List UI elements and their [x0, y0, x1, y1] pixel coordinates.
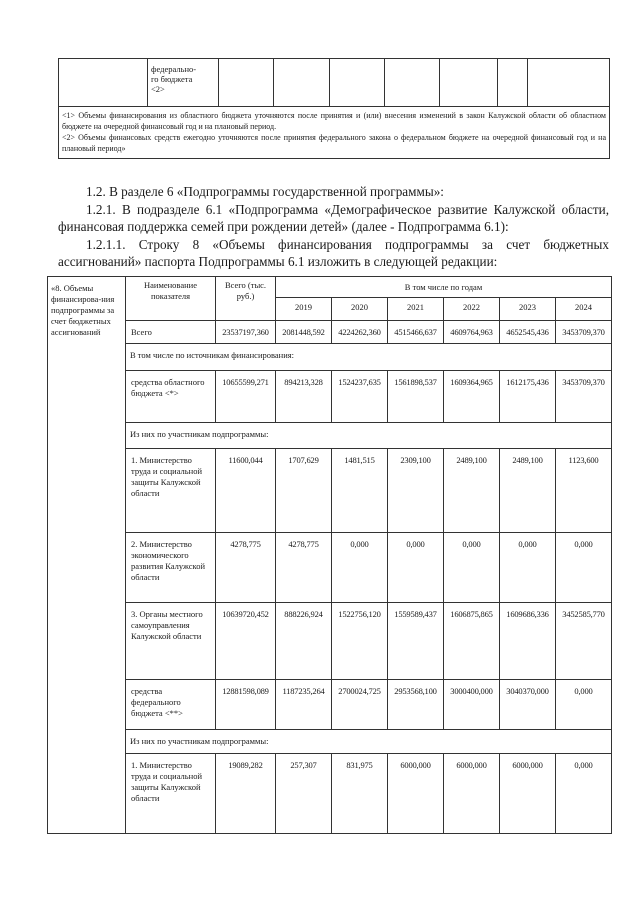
- top-table-row: [59, 59, 610, 107]
- year-value-cell: 2700024,725: [332, 680, 388, 730]
- year-value-cell: 3000400,000: [444, 680, 500, 730]
- total-cell: 4278,775: [216, 533, 276, 603]
- footnotes-cell: [59, 107, 610, 159]
- year-header: 2023: [500, 298, 556, 321]
- row-name-cell: 1. Министерство труда и социальной защиты Калужской области: [126, 754, 216, 834]
- table-row: [48, 344, 612, 371]
- year-value-cell: 3453709,370: [556, 321, 612, 344]
- table-row: [48, 730, 612, 754]
- year-value-cell: 0,000: [444, 533, 500, 603]
- year-value-cell: 2081448,592: [276, 321, 332, 344]
- year-value-cell: 4652545,436: [500, 321, 556, 344]
- label-line: <2>: [151, 84, 165, 94]
- top-empty-cell: [440, 59, 498, 107]
- top-empty-cell: [219, 59, 274, 107]
- total-cell: 12881598,089: [216, 680, 276, 730]
- year-value-cell: 1481,515: [332, 449, 388, 533]
- year-header: 2022: [444, 298, 500, 321]
- year-value-cell: 1612175,436: [500, 371, 556, 423]
- top-empty-cell: [330, 59, 385, 107]
- year-value-cell: 1609686,336: [500, 603, 556, 680]
- year-value-cell: 0,000: [556, 680, 612, 730]
- table-row: [48, 423, 612, 449]
- row-name-cell: 3. Органы местного самоуправления Калужской области: [126, 603, 216, 680]
- year-value-cell: 1187235,264: [276, 680, 332, 730]
- section-header-cell: Из них по участникам подпрограммы:: [126, 730, 612, 754]
- year-value-cell: 2309,100: [388, 449, 444, 533]
- row-name-cell: Всего: [126, 321, 216, 344]
- total-cell: 19089,282: [216, 754, 276, 834]
- paragraph-row-8: 1.2.1.1. Строку 8 «Объемы финансирования подпрограммы за счет бюджетных ассигнований» паспорта Подпрограммы 6.1 изложить в следующей редакции:: [58, 237, 609, 269]
- row-name-cell: 1. Министерство труда и социальной защиты Калужской области: [126, 449, 216, 533]
- header-total: Всего (тыс. руб.): [216, 277, 276, 321]
- table-row: [48, 603, 612, 680]
- total-cell: 11600,044: [216, 449, 276, 533]
- year-value-cell: 1559589,437: [388, 603, 444, 680]
- year-value-cell: 3452585,770: [556, 603, 612, 680]
- year-value-cell: 1522756,120: [332, 603, 388, 680]
- paragraph-section-6: 1.2. В разделе 6 «Подпрограммы государственной программы»:: [86, 184, 444, 199]
- footnote-1: <1> Объемы финансирования из областного бюджета уточняются после принятия и (или) внесения изменений в закон Калужской области об областном бюджете на очередной финансовый год и на плановый период.: [62, 111, 606, 131]
- top-empty-cell: [59, 59, 148, 107]
- federal-budget-label: [148, 59, 219, 107]
- table-row: [48, 449, 612, 533]
- year-value-cell: 1609364,965: [444, 371, 500, 423]
- year-value-cell: 2489,100: [500, 449, 556, 533]
- year-value-cell: 3040370,000: [500, 680, 556, 730]
- year-value-cell: 1524237,635: [332, 371, 388, 423]
- top-empty-cell: [274, 59, 330, 107]
- year-value-cell: 1123,600: [556, 449, 612, 533]
- year-value-cell: 0,000: [500, 533, 556, 603]
- table-row: [48, 533, 612, 603]
- year-value-cell: 4609764,963: [444, 321, 500, 344]
- year-value-cell: 4515466,637: [388, 321, 444, 344]
- year-header: 2021: [388, 298, 444, 321]
- table-row: [48, 321, 612, 344]
- year-header: 2020: [332, 298, 388, 321]
- table-row: [48, 754, 612, 834]
- year-value-cell: 0,000: [556, 754, 612, 834]
- year-header: 2024: [556, 298, 612, 321]
- total-cell: 23537197,360: [216, 321, 276, 344]
- year-value-cell: 2953568,100: [388, 680, 444, 730]
- year-value-cell: 6000,000: [388, 754, 444, 834]
- year-value-cell: 888226,924: [276, 603, 332, 680]
- year-value-cell: 831,975: [332, 754, 388, 834]
- row-name-cell: средства областного бюджета <*>: [126, 371, 216, 423]
- top-empty-cell: [385, 59, 440, 107]
- top-empty-cell: [528, 59, 610, 107]
- total-cell: 10639720,452: [216, 603, 276, 680]
- label-line: федерально-: [151, 64, 197, 74]
- year-value-cell: 6000,000: [444, 754, 500, 834]
- header-name: Наименование показателя: [126, 277, 216, 321]
- financing-table: [47, 276, 612, 834]
- label-line: го бюджета: [151, 74, 193, 84]
- year-value-cell: 1606875,865: [444, 603, 500, 680]
- paragraph-subsection-6-1: 1.2.1. В подразделе 6.1 «Подпрограмма «Демографическое развитие Калужской области, финансовая поддержка семей при рождении детей» (далее - Подпрограмма 6.1):: [58, 202, 609, 234]
- section-header-cell: В том числе по источникам финансирования:: [126, 344, 612, 371]
- top-empty-cell: [498, 59, 528, 107]
- header-by-years: В том числе по годам: [276, 277, 612, 298]
- year-value-cell: 0,000: [388, 533, 444, 603]
- top-table: [58, 58, 610, 159]
- year-value-cell: 6000,000: [500, 754, 556, 834]
- section-header-cell: Из них по участникам подпрограммы:: [126, 423, 612, 449]
- row-name-cell: 2. Министерство экономического развития Калужской области: [126, 533, 216, 603]
- year-value-cell: 2489,100: [444, 449, 500, 533]
- year-value-cell: 4224262,360: [332, 321, 388, 344]
- year-value-cell: 894213,328: [276, 371, 332, 423]
- year-value-cell: 3453709,370: [556, 371, 612, 423]
- footnote-2: <2> Объемы финансовых средств ежегодно уточняются после принятия федерального закона о федеральном бюджете на очередной финансовый год и на плановый период»: [62, 133, 606, 153]
- total-cell: 10655599,271: [216, 371, 276, 423]
- year-value-cell: 1561898,537: [388, 371, 444, 423]
- table-row: [48, 680, 612, 730]
- year-value-cell: 4278,775: [276, 533, 332, 603]
- year-value-cell: 0,000: [556, 533, 612, 603]
- year-value-cell: 1707,629: [276, 449, 332, 533]
- year-value-cell: 0,000: [332, 533, 388, 603]
- year-header: 2019: [276, 298, 332, 321]
- year-value-cell: 257,307: [276, 754, 332, 834]
- table-row: [48, 371, 612, 423]
- row-8-label: «8. Объемы финансирова-ния подпрограммы за счет бюджетных ассигнований: [48, 277, 126, 834]
- row-name-cell: средства федерального бюджета <**>: [126, 680, 216, 730]
